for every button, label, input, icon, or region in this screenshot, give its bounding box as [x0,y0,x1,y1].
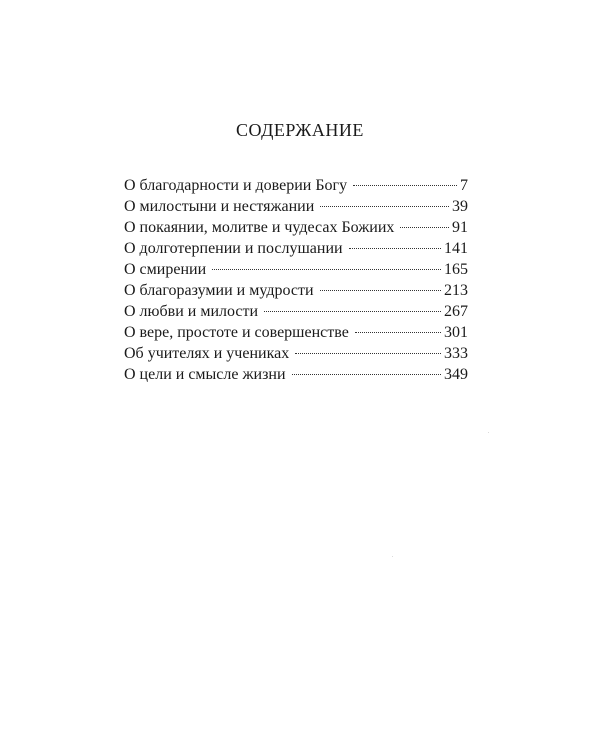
toc-entry [124,322,468,343]
toc-entry-page: 165 [444,261,468,278]
toc-dot-leader [295,353,441,354]
toc-entry-page: 141 [444,240,468,257]
toc-dot-leader [212,269,441,270]
toc-entry-label: О любви и милости [124,303,259,320]
toc-list [124,175,468,385]
toc-dot-leader [292,374,441,375]
toc-entry-label: О вере, простоте и совершенстве [124,324,349,341]
toc-entry [124,196,468,217]
toc-entry-page: 213 [444,282,468,299]
toc-entry [124,280,468,301]
toc-title: СОДЕРЖАНИЕ [236,120,364,140]
toc-entry-label: Об учителях и учениках [124,345,290,362]
toc-dot-leader [353,185,457,186]
toc-entry-label: О цели и смысле жизни [124,366,286,383]
toc-entry-label: О долготерпении и послушании [124,240,343,257]
toc-dot-leader [349,248,441,249]
toc-entry [124,175,468,196]
toc-dot-leader [320,206,449,207]
toc-dot-leader [264,311,441,312]
toc-entry [124,259,468,280]
toc-entry-page: 267 [444,303,468,320]
toc-entry [124,364,468,385]
toc-entry-label: О милостыни и нестяжании [124,198,315,215]
toc-dot-leader [400,227,449,228]
toc-entry-page: 349 [444,366,468,383]
toc-entry [124,217,468,238]
toc-dot-leader [320,290,441,291]
toc-entry-label: О благодарности и доверии Богу [124,177,348,194]
toc-entry-page: 333 [444,345,468,362]
toc-entry [124,343,468,364]
toc-entry-page: 91 [452,219,468,236]
toc-entry-page: 39 [452,198,468,215]
paper-speck [392,556,393,557]
toc-entry-label: О покаянии, молитве и чудесах Божиих [124,219,395,236]
toc-entry [124,238,468,259]
toc-entry [124,301,468,322]
toc-entry-page: 301 [444,324,468,341]
toc-entry-page: 7 [460,177,468,194]
toc-dot-leader [355,332,441,333]
paper-speck [488,432,489,433]
toc-entry-label: О смирении [124,261,207,278]
toc-entry-label: О благоразумии и мудрости [124,282,314,299]
